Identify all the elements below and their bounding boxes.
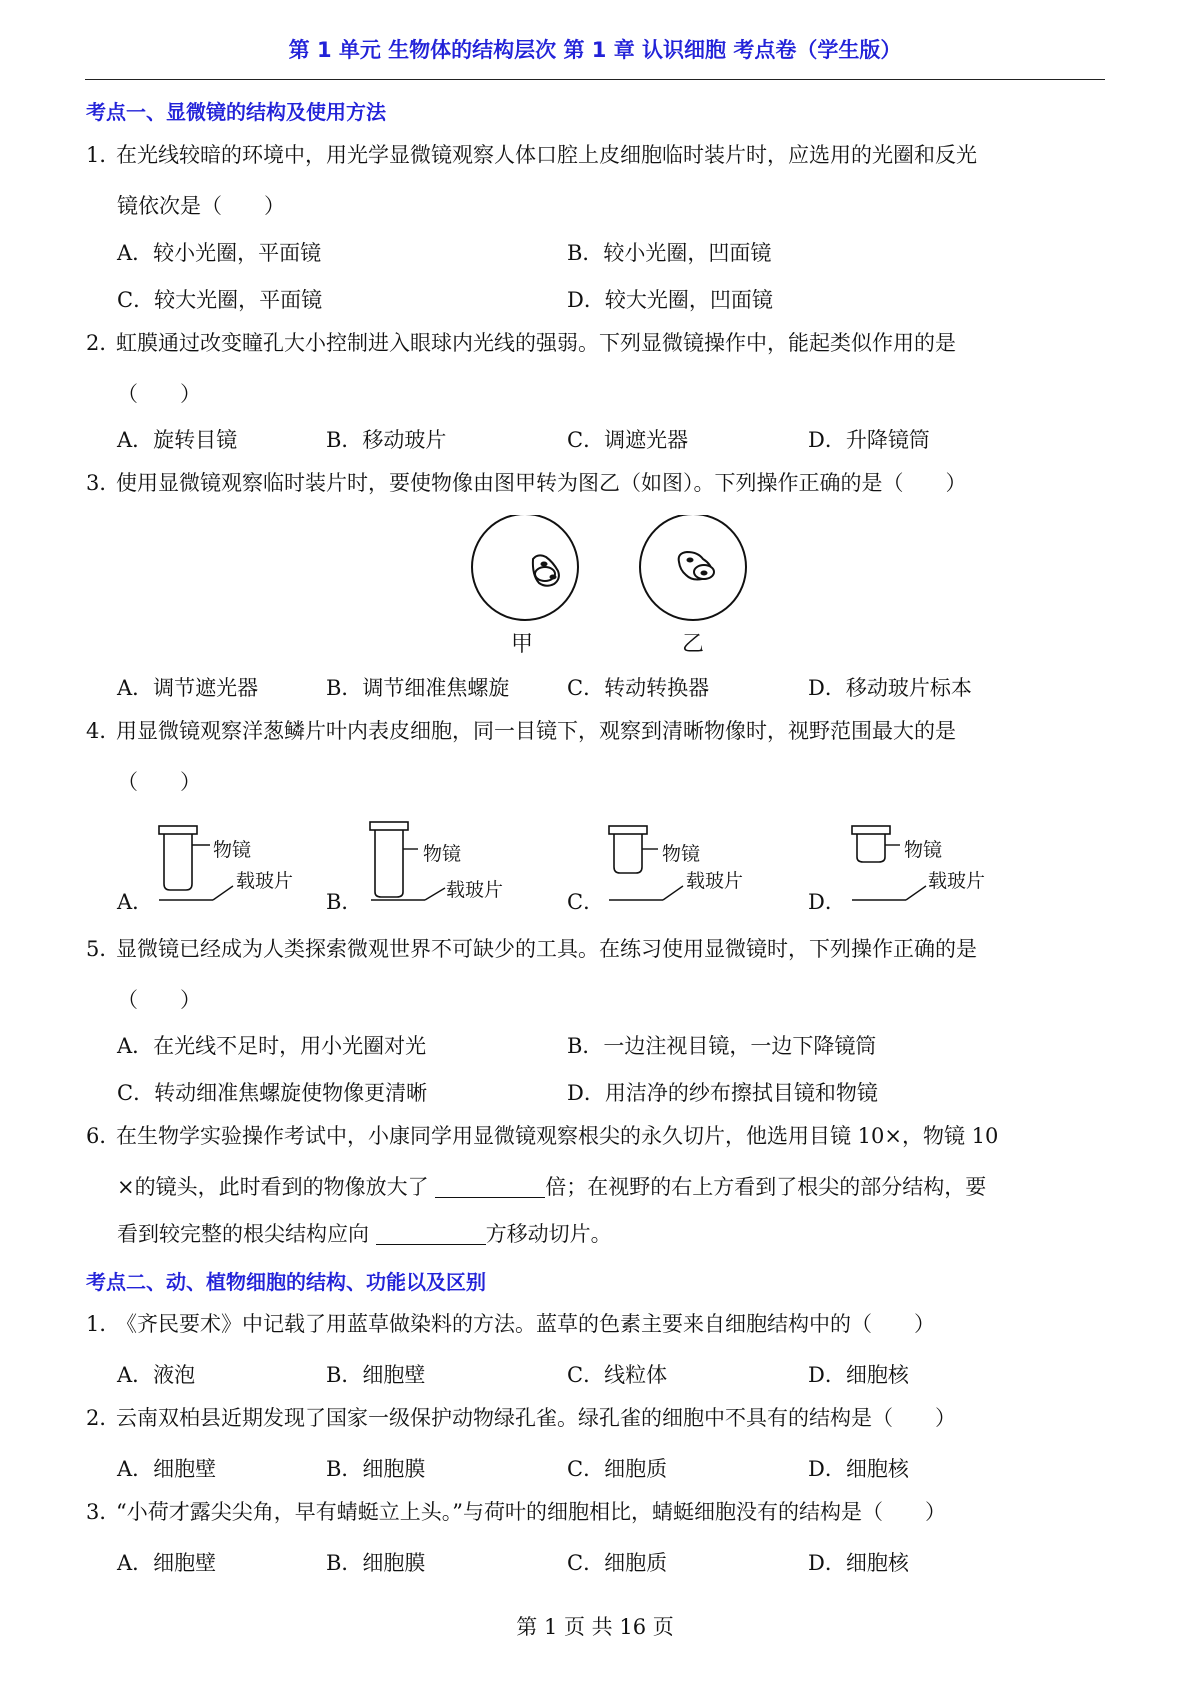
option-c[interactable]: C．转动细准焦螺旋使物像更清晰 — [117, 1081, 428, 1105]
question-number: 3． — [86, 1500, 121, 1524]
text-segment: 看到较完整的根尖结构应向 — [117, 1222, 376, 1246]
option-d[interactable]: D．细胞核 — [808, 1457, 909, 1481]
option-b[interactable]: B．细胞膜 — [326, 1457, 426, 1481]
slide-label: 载玻片 — [446, 879, 504, 901]
question-text: 《齐民要术》中记载了用蓝草做染料的方法。蓝草的色素主要来自细胞结构中的（ ） — [116, 1312, 935, 1336]
option-c[interactable]: C．调遮光器 — [567, 428, 689, 452]
option-a[interactable]: A．较小光圈，平面镜 — [117, 241, 322, 265]
question-number: 1． — [86, 143, 121, 167]
page-title: 第 1 单元 生物体的结构层次 第 1 章 认识细胞 考点卷（学生版） — [288, 38, 902, 62]
section-title-1: 考点一、显微镜的结构及使用方法 — [86, 100, 386, 124]
lens-label: 物镜 — [423, 843, 462, 865]
option-c[interactable]: C． — [567, 890, 605, 914]
option-d[interactable]: D．细胞核 — [808, 1363, 909, 1387]
question-text: 在生物学实验操作考试中，小康同学用显微镜观察根尖的永久切片，他选用目镜 10×，物镜 10 — [116, 1124, 999, 1148]
field-of-view-yi — [640, 515, 746, 620]
header-divider — [85, 79, 1105, 80]
option-d[interactable]: D．用洁净的纱布擦拭目镜和物镜 — [567, 1081, 878, 1105]
lens-label: 物镜 — [904, 839, 943, 861]
slide-label: 载玻片 — [928, 870, 986, 892]
slide-label: 载玻片 — [236, 870, 294, 892]
objective-lens-d-figure — [848, 822, 933, 902]
objective-lens-a-figure — [155, 822, 240, 902]
option-c[interactable]: C．细胞质 — [567, 1457, 668, 1481]
option-b[interactable]: B．细胞壁 — [326, 1363, 426, 1387]
option-b[interactable]: B．一边注视目镜，一边下降镜筒 — [567, 1034, 877, 1058]
option-b[interactable]: B．细胞膜 — [326, 1551, 426, 1575]
answer-blank-magnification[interactable] — [435, 1175, 545, 1198]
lens-label: 物镜 — [662, 843, 701, 865]
question-text: 显微镜已经成为人类探索微观世界不可缺少的工具。在练习使用显微镜时，下列操作正确的是 — [116, 937, 977, 961]
option-a[interactable]: A．旋转目镜 — [117, 428, 238, 452]
text-segment: ×的镜头，此时看到的物像放大了 — [117, 1175, 436, 1199]
field-of-view-jia — [472, 515, 578, 620]
question-text: 虹膜通过改变瞳孔大小控制进入眼球内光线的强弱。下列显微镜操作中，能起类似作用的是 — [116, 331, 956, 355]
answer-blank-direction[interactable] — [376, 1222, 486, 1245]
option-b[interactable]: B． — [326, 890, 363, 914]
question-text-cont: （ ） — [117, 988, 201, 1012]
question-text-cont — [117, 1218, 612, 1248]
option-a[interactable]: A． — [117, 890, 154, 914]
field-of-view-figure — [460, 515, 760, 635]
option-d[interactable]: D．升降镜筒 — [808, 428, 930, 452]
question-text-cont: （ ） — [117, 382, 201, 406]
option-a[interactable]: A．在光线不足时，用小光圈对光 — [117, 1034, 427, 1058]
question-number: 1． — [86, 1312, 121, 1336]
figure-label-jia: 甲 — [511, 632, 534, 657]
question-text-cont: （ ） — [117, 770, 201, 794]
question-number: 5． — [86, 937, 121, 961]
question-number: 3． — [86, 471, 121, 495]
text-segment: 方移动切片。 — [485, 1222, 612, 1246]
figure-label-yi: 乙 — [682, 632, 705, 657]
option-a[interactable]: A．细胞壁 — [117, 1457, 217, 1481]
option-a[interactable]: A．液泡 — [117, 1363, 196, 1387]
slide-label: 载玻片 — [686, 870, 744, 892]
option-c[interactable]: C．线粒体 — [567, 1363, 668, 1387]
option-b[interactable]: B．调节细准焦螺旋 — [326, 676, 510, 700]
question-number: 2． — [86, 1406, 121, 1430]
question-text: 云南双柏县近期发现了国家一级保护动物绿孔雀。绿孔雀的细胞中不具有的结构是（ ） — [116, 1406, 956, 1430]
lens-label: 物镜 — [213, 839, 252, 861]
option-b[interactable]: B．较小光圈，凹面镜 — [567, 241, 772, 265]
option-a[interactable]: A．调节遮光器 — [117, 676, 259, 700]
option-d[interactable]: D．移动玻片标本 — [808, 676, 972, 700]
option-d[interactable]: D．较大光圈，凹面镜 — [567, 288, 773, 312]
question-number: 6． — [86, 1124, 121, 1148]
question-text-cont — [117, 1171, 986, 1201]
option-c[interactable]: C．转动转换器 — [567, 676, 710, 700]
question-text: 用显微镜观察洋葱鳞片叶内表皮细胞，同一目镜下，观察到清晰物像时，视野范围最大的是 — [116, 719, 956, 743]
question-text-cont: 镜依次是（ ） — [117, 194, 285, 218]
question-text: “小荷才露尖尖角，早有蜻蜓立上头。”与荷叶的细胞相比，蜻蜓细胞没有的结构是（ ） — [116, 1500, 946, 1524]
option-c[interactable]: C．较大光圈，平面镜 — [117, 288, 323, 312]
text-segment: 倍；在视野的右上方看到了根尖的部分结构，要 — [545, 1175, 987, 1199]
option-a[interactable]: A．细胞壁 — [117, 1551, 217, 1575]
question-number: 2． — [86, 331, 121, 355]
question-text: 使用显微镜观察临时装片时，要使物像由图甲转为图乙（如图）。下列操作正确的是（ ） — [116, 471, 967, 495]
option-b[interactable]: B．移动玻片 — [326, 428, 447, 452]
question-number: 4． — [86, 719, 121, 743]
question-text: 在光线较暗的环境中，用光学显微镜观察人体口腔上皮细胞临时装片时，应选用的光圈和反光 — [116, 143, 977, 167]
option-d[interactable]: D．细胞核 — [808, 1551, 909, 1575]
option-c[interactable]: C．细胞质 — [567, 1551, 668, 1575]
page-number-footer: 第 1 页 共 16 页 — [516, 1615, 674, 1639]
option-d[interactable]: D． — [808, 890, 846, 914]
section-title-2: 考点二、动、植物细胞的结构、功能以及区别 — [86, 1270, 486, 1294]
